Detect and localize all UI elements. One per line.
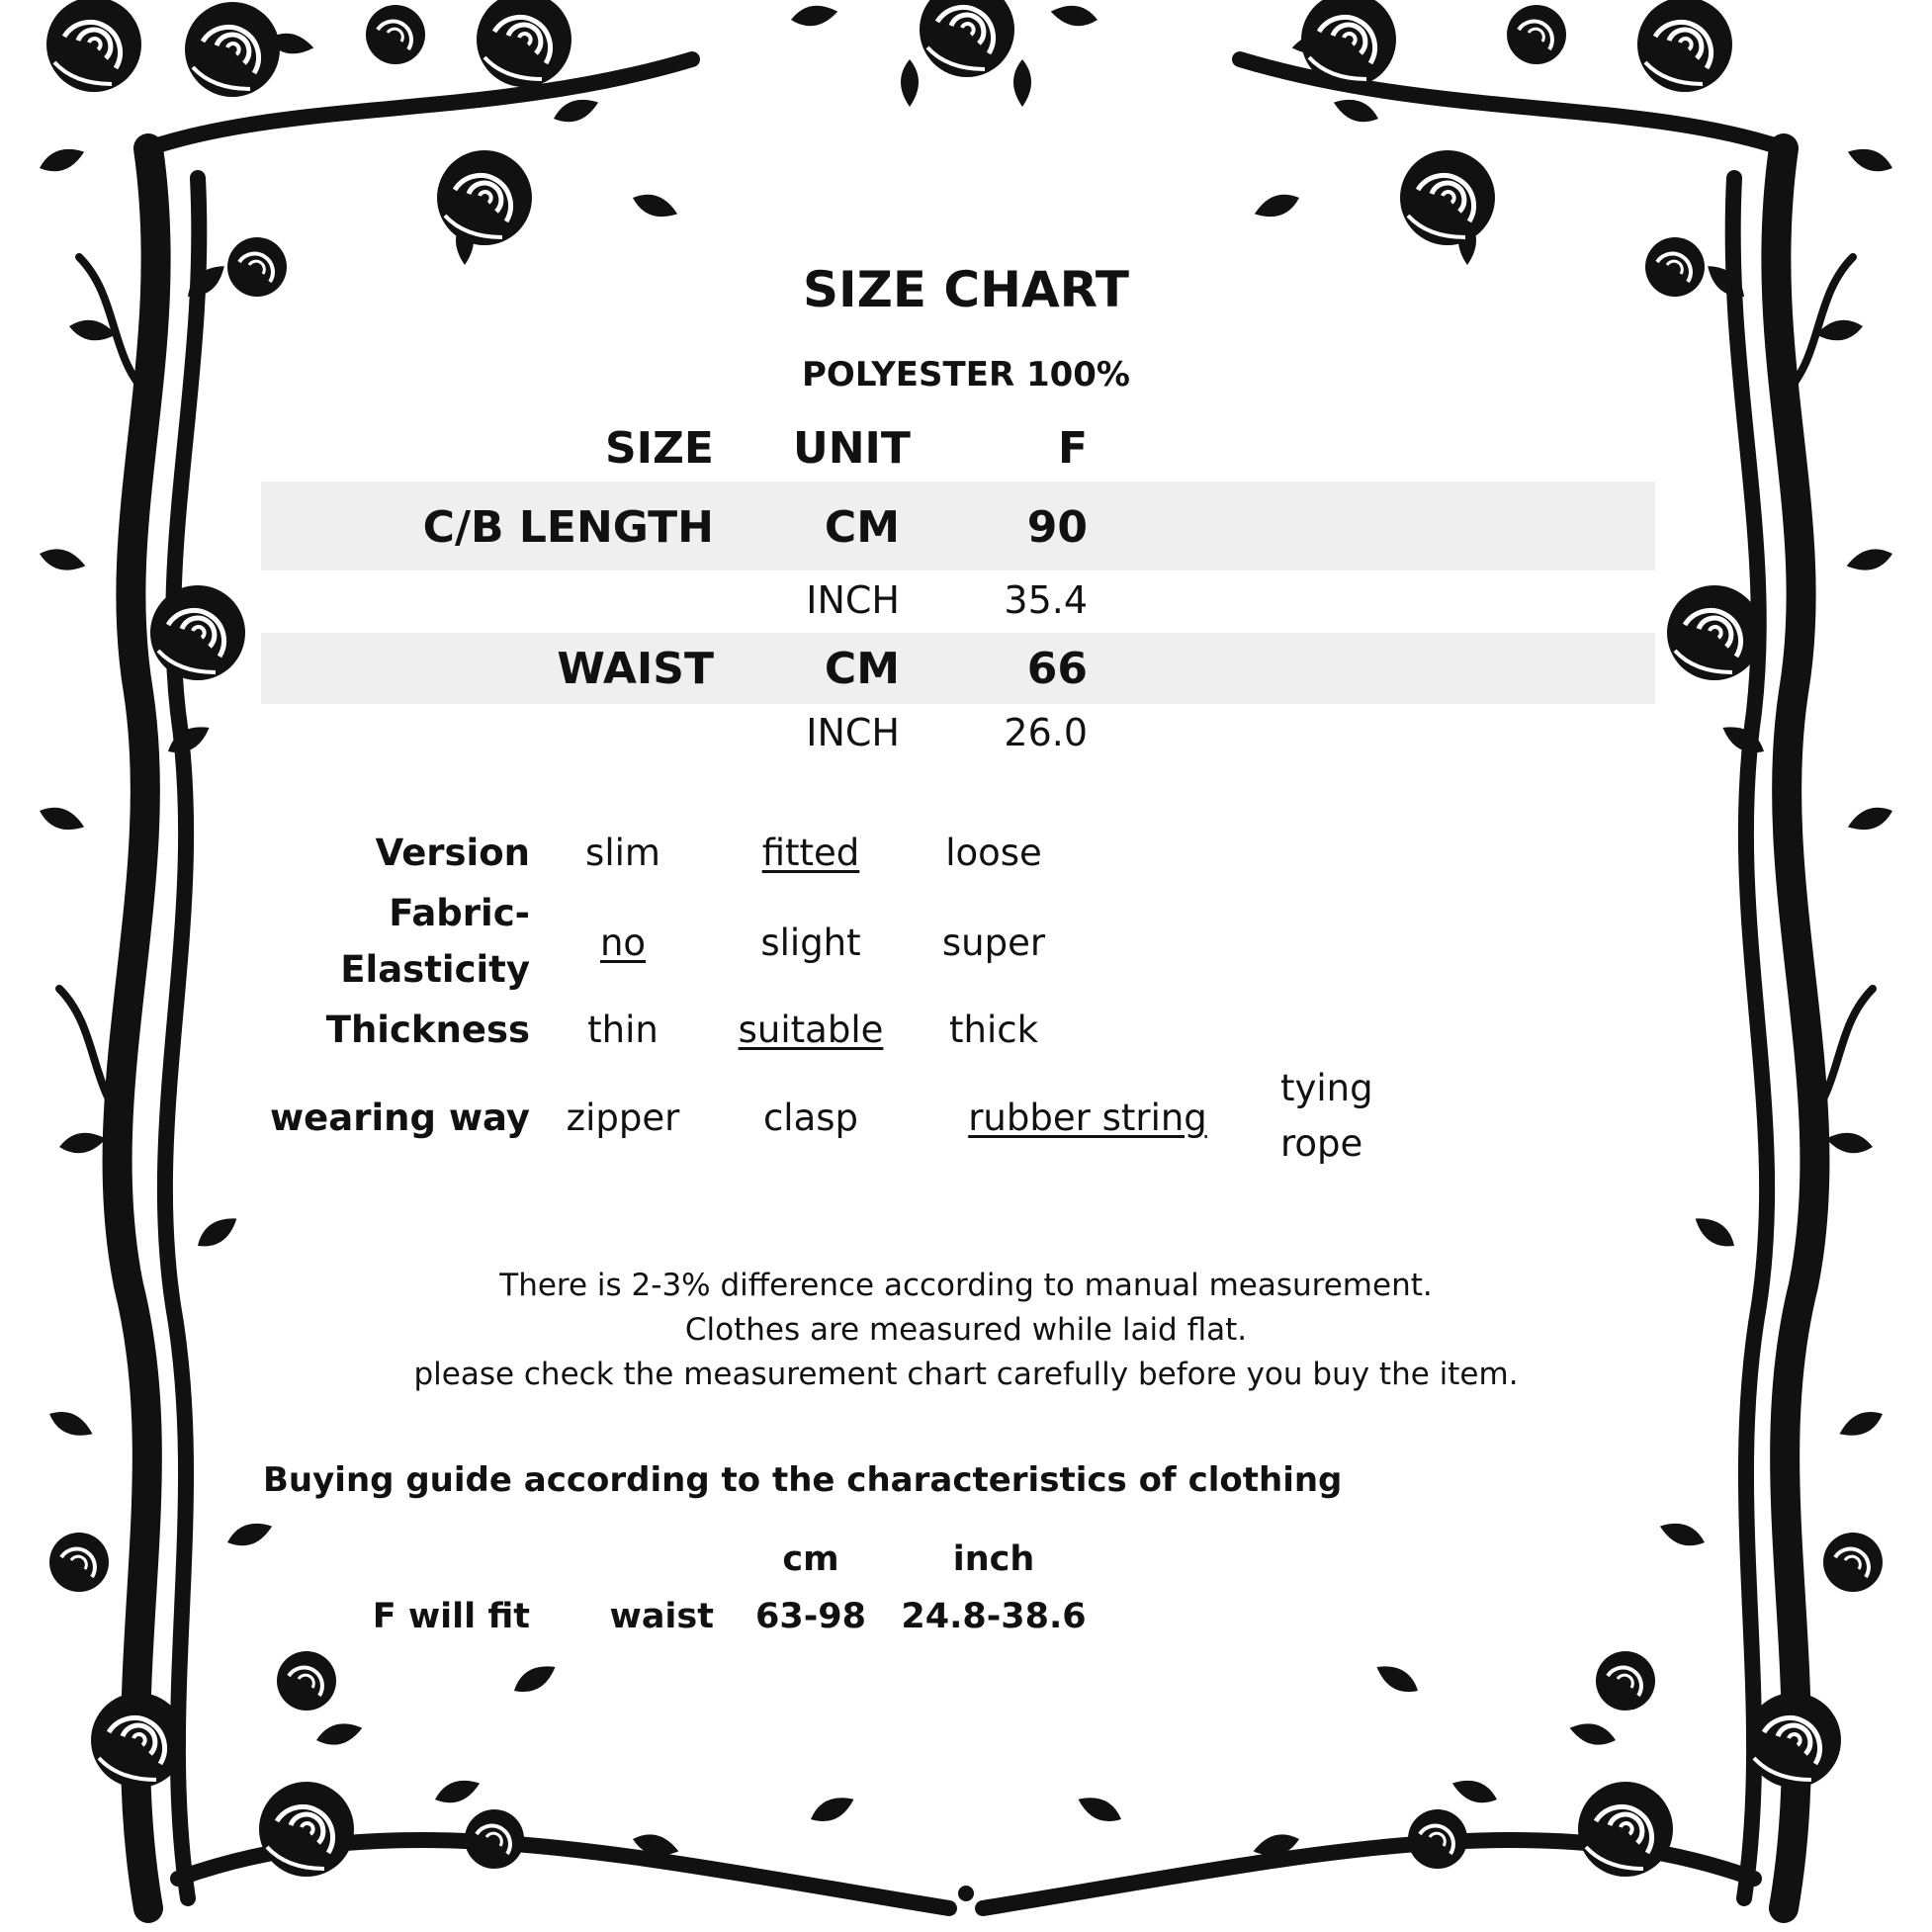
f-header: F [1057, 423, 1088, 474]
buying-guide-title: Buying guide according to the characteristics of clothing [263, 1460, 1343, 1500]
note-line: please check the measurement chart carefully before you buy the item. [413, 1357, 1519, 1392]
unit-inch: INCH [806, 578, 900, 622]
option-tying-rope-line2: rope [1280, 1122, 1363, 1165]
unit-cm: CM [824, 644, 900, 694]
option-rubber-string-selected: rubber string [968, 1097, 1207, 1139]
unit-inch: INCH [806, 711, 900, 754]
guide-col-cm: cm [782, 1539, 839, 1579]
guide-col-inch: inch [952, 1539, 1035, 1579]
value-cm: 66 [1026, 644, 1088, 694]
option-zipper: zipper [566, 1097, 680, 1139]
note-line: There is 2-3% difference according to manual measurement. [499, 1268, 1433, 1303]
option-fitted-selected: fitted [761, 832, 860, 874]
option-tying-rope-line1: tying [1280, 1067, 1373, 1109]
option-slim: slim [585, 832, 660, 874]
guide-fit-label: F will fit [372, 1597, 530, 1636]
guide-measure-waist: waist [609, 1597, 714, 1636]
value-cm: 90 [1026, 502, 1088, 553]
value-inch: 26.0 [1004, 711, 1088, 754]
material-label: POLYESTER 100% [802, 355, 1130, 395]
unit-cm: CM [824, 502, 900, 553]
option-loose: loose [945, 832, 1042, 874]
wearing-way-label: wearing way [269, 1097, 530, 1139]
page-title: SIZE CHART [802, 261, 1130, 318]
version-label: Version [375, 832, 530, 874]
unit-header: UNIT [793, 423, 911, 474]
value-inch: 35.4 [1004, 578, 1088, 622]
row-label-waist: WAIST [557, 644, 714, 694]
option-clasp: clasp [762, 1097, 859, 1139]
option-suitable-selected: suitable [738, 1009, 884, 1051]
option-slight: slight [760, 922, 861, 964]
option-super: super [941, 922, 1046, 964]
option-no-selected: no [599, 922, 647, 964]
elasticity-label-line1: Fabric- [389, 892, 530, 934]
size-header: SIZE [604, 423, 714, 474]
elasticity-label-line2: Elasticity [340, 948, 530, 991]
guide-range-cm: 63-98 [755, 1597, 866, 1636]
option-thick: thick [948, 1009, 1038, 1051]
thickness-label: Thickness [325, 1009, 530, 1051]
row-label-cb-length: C/B LENGTH [422, 502, 714, 553]
guide-range-inch: 24.8-38.6 [901, 1597, 1087, 1636]
note-line: Clothes are measured while laid flat. [684, 1312, 1248, 1348]
option-thin: thin [587, 1009, 659, 1051]
